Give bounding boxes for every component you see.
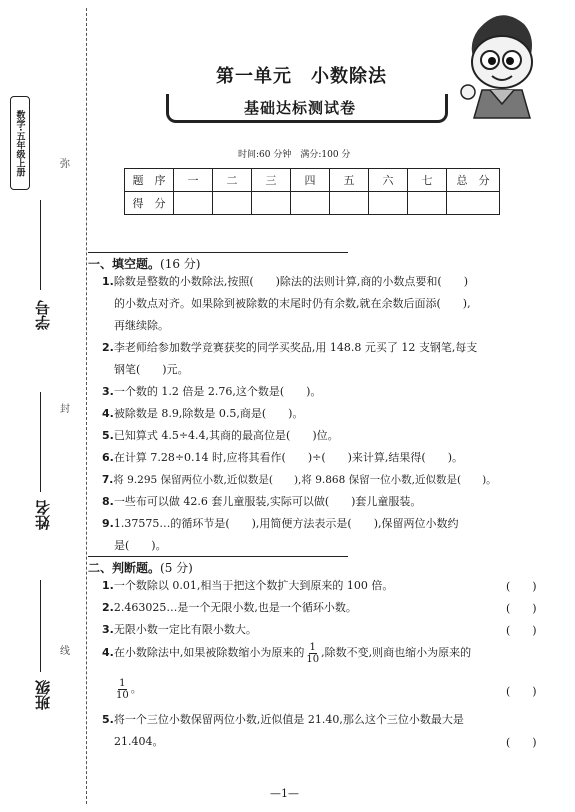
fraction: [306, 642, 319, 665]
question-text: 的小数点对齐。如果除到被除数的末尾时仍有余数,就在余数后面添( ),: [114, 297, 471, 310]
judge-item: [102, 578, 393, 594]
question-text: 除数是整数的小数除法,按照( )除法的法则计算,商的小数点要和( ): [113, 275, 469, 288]
answer-parentheses[interactable]: ( ): [506, 736, 537, 749]
section-2-heading: 二、判断题。: [88, 561, 161, 575]
question-text: 李老师给参加数学竞赛获奖的同学买奖品,用 148.8 元买了 12 支钢笔,每支: [113, 341, 478, 354]
section-1-title: [88, 255, 200, 272]
question-text: 无限小数一定比有限小数大。: [113, 623, 257, 636]
class-line: [40, 580, 41, 672]
seal-char-1: 弥: [60, 159, 70, 170]
subtitle: 基础达标测试卷: [244, 99, 357, 117]
unit-title: 第一单元 小数除法: [216, 66, 387, 87]
question-number: 3.: [102, 385, 114, 398]
question-text: 已知算式 4.5÷4.4,其商的最高位是( )位。: [113, 429, 339, 442]
question-line: [114, 538, 167, 554]
question-line: [102, 472, 497, 488]
question-text: 在小数除法中,如果被除数缩小为原来的: [113, 646, 305, 659]
answer-parentheses[interactable]: ( ): [506, 580, 537, 593]
question-text: 将 9.295 保留两位小数,近似数是( ),将 9.868 保留一位小数,近似数是( )。: [113, 474, 497, 486]
question-number: 2.: [102, 601, 114, 614]
score-cell[interactable]: [369, 192, 408, 215]
score-cell[interactable]: [291, 192, 330, 215]
question-number: 1.: [102, 275, 114, 288]
judge-item: [102, 600, 357, 616]
seal-char-2: 封: [60, 404, 70, 415]
score-header-cell: 三: [252, 169, 291, 192]
seal-char-3: 线: [60, 646, 70, 657]
question-number: 2.: [102, 341, 114, 354]
judge-item: [102, 622, 257, 638]
section-divider: [88, 556, 348, 557]
subject-tag: [10, 96, 30, 190]
question-text: 是( )。: [114, 539, 167, 552]
question-text: 1.37575…的循环节是( ),用简便方法表示是( ),保留两位小数约: [113, 517, 459, 530]
judge-item: [102, 712, 464, 728]
question-text: 在计算 7.28÷0.14 时,应将其看作( )÷( )来计算,结果得( )。: [113, 451, 463, 464]
question-text: 2.463025…是一个无限小数,也是一个循环小数。: [113, 601, 357, 614]
score-cell[interactable]: [252, 192, 291, 215]
fraction: [116, 678, 129, 701]
fraction-numerator: 1: [309, 641, 316, 653]
section-1-points: (16 分): [160, 257, 201, 271]
question-line: [102, 406, 303, 422]
section-divider: [88, 252, 348, 253]
score-header-cell: 题 序: [125, 169, 174, 192]
score-cell[interactable]: [213, 192, 252, 215]
section-1-heading: 一、填空题。: [88, 257, 161, 271]
question-text: 将一个三位小数保留两位小数,近似值是 21.40,那么这个三位小数最大是: [113, 713, 464, 726]
judge-item-continued: [114, 734, 164, 750]
question-number: 9.: [102, 517, 114, 530]
score-header-cell: 四: [291, 169, 330, 192]
question-text: 一些布可以做 42.6 套儿童服装,实际可以做( )套儿童服装。: [113, 495, 422, 508]
score-table-header-row: [125, 169, 500, 192]
question-text: ,除数不变,则商也缩小为原来的: [321, 646, 472, 659]
student-no-label: 学号: [34, 300, 52, 330]
score-cell[interactable]: [174, 192, 213, 215]
score-header-cell: 六: [369, 169, 408, 192]
score-header-cell: 五: [330, 169, 369, 192]
question-line: [102, 494, 421, 510]
question-text: 一个数除以 0.01,相当于把这个数扩大到原来的 100 倍。: [113, 579, 394, 592]
judge-item: [102, 640, 471, 666]
fraction-numerator: 1: [119, 677, 126, 689]
question-line: [102, 450, 463, 466]
subject-tag-text: 数学·五年级上册: [14, 109, 25, 177]
answer-parentheses[interactable]: ( ): [506, 685, 537, 698]
score-row-label: 得 分: [125, 192, 174, 215]
student-no-line: [40, 200, 41, 290]
question-text: 一个数的 1.2 倍是 2.76,这个数是( )。: [113, 385, 322, 398]
question-text: 钢笔( )元。: [114, 363, 189, 376]
name-line: [40, 392, 41, 492]
question-line: [114, 318, 169, 334]
question-line: [102, 384, 321, 400]
score-table: [124, 168, 500, 215]
score-cell[interactable]: [330, 192, 369, 215]
question-number: 6.: [102, 451, 114, 464]
question-line: [102, 516, 459, 532]
question-line: [114, 296, 471, 312]
question-line: [102, 274, 468, 290]
score-header-cell: 二: [213, 169, 252, 192]
question-number: 5.: [102, 713, 114, 726]
score-header-cell: 总 分: [447, 169, 500, 192]
question-text: 21.404。: [114, 735, 164, 748]
question-text: 再继续除。: [114, 319, 169, 332]
section-2-points: (5 分): [160, 561, 193, 575]
binding-margin: [0, 0, 86, 812]
question-number: 1.: [102, 579, 114, 592]
fraction-denominator: 10: [116, 689, 129, 701]
answer-parentheses[interactable]: ( ): [506, 602, 537, 615]
score-cell[interactable]: [447, 192, 500, 215]
answer-parentheses[interactable]: ( ): [506, 624, 537, 637]
mascot-illustration: [440, 8, 560, 124]
class-label: 班级: [34, 680, 52, 710]
fraction-denominator: 10: [306, 653, 320, 665]
question-text: 被除数是 8.9,除数是 0.5,商是( )。: [113, 407, 304, 420]
question-number: 4.: [102, 407, 114, 420]
question-line: [102, 428, 339, 444]
name-label: 姓名: [34, 500, 52, 530]
question-number: 7.: [102, 474, 114, 486]
score-header-cell: 一: [174, 169, 213, 192]
question-number: 5.: [102, 429, 114, 442]
question-number: 8.: [102, 495, 114, 508]
score-cell[interactable]: [408, 192, 447, 215]
question-text: 。: [130, 682, 142, 695]
section-2-title: [88, 559, 193, 576]
question-line: [102, 340, 477, 356]
question-number: 4.: [102, 646, 114, 659]
question-line: [114, 362, 189, 378]
score-header-cell: 七: [408, 169, 447, 192]
judge-item-continued: [114, 676, 142, 702]
time-info: 时间:60 分钟 满分:100 分: [238, 150, 351, 160]
question-number: 3.: [102, 623, 114, 636]
page-number: —1—: [270, 787, 299, 800]
score-table-score-row: [125, 192, 500, 215]
seal-dashed-line: [86, 8, 87, 804]
